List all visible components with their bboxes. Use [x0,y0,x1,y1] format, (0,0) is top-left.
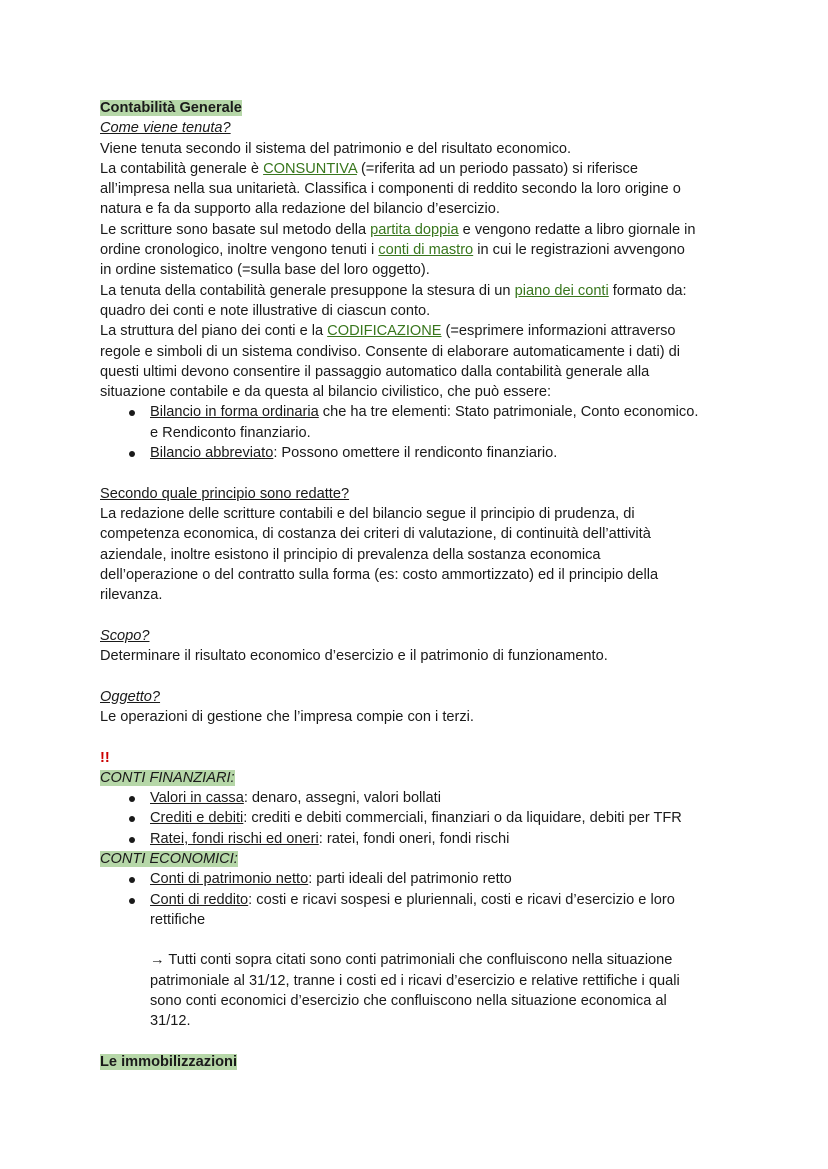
paragraph-line: rilevanza. [100,587,163,604]
text: (=esprimere informazioni attraverso [441,323,676,340]
link-consuntiva[interactable]: CONSUNTIVA [263,160,357,177]
paragraph-line: quadro dei conti e note illustrative di ciascun conto. [100,302,431,319]
paragraph-line: dell’operazione o del contratto sulla forma (es: costo ammortizzato) ed il principio della [100,566,659,583]
question-scopo: Scopo? [100,627,150,644]
text: : ratei, fondi oneri, fondi rischi [318,830,510,847]
paragraph-line: natura e fa da supporto alla redazione del bilancio d’esercizio. [100,201,500,218]
list-item-continuation: rettifiche [150,911,206,928]
paragraph-line: Determinare il risultato economico d’esercizio e il patrimonio di funzionamento. [100,648,608,665]
note-line: 31/12. [150,1013,191,1030]
question-come-viene-tenuta: Come viene tenuta? [100,120,231,137]
list-item [100,829,740,849]
list-term: Conti di patrimonio netto [150,871,309,888]
link-codificazione[interactable]: CODIFICAZIONE [327,323,442,340]
alert-marker: !! [100,749,110,766]
paragraph-line: competenza economica, di costanza dei criteri di valutazione, di continuità dell’attività [100,526,651,543]
paragraph-line: aziendale, inoltre esistono il principio di prevalenza della sostanza economica [100,546,601,563]
list-term: Bilancio in forma ordinaria [150,404,319,421]
paragraph-line: La redazione delle scritture contabili e del bilancio segue il principio di prudenza, di [100,505,635,522]
note-line: → Tutti conti sopra citati sono conti patrimoniali che confluiscono nella situazione [150,952,673,969]
question-principio: Secondo quale principio sono redatte? [100,485,350,502]
link-conti-di-mastro[interactable]: conti di mastro [378,242,474,259]
note-line: sono conti economici d’esercizio che confluiscono nella situazione economica al [150,993,667,1010]
paragraph-line: Le operazioni di gestione che l’impresa compie con i terzi. [100,708,474,725]
list-item [100,402,740,422]
note-line: patrimoniale al 31/12, tranne i costi ed i ricavi d’esercizio e relative rettifiche i quali [150,972,680,989]
text: La struttura del piano dei conti e la [100,323,328,340]
list-term: Conti di reddito [150,891,249,908]
heading-conti-finanziari: CONTI FINANZIARI: [100,769,235,786]
heading-conti-economici: CONTI ECONOMICI: [100,850,238,867]
text: : costi e ricavi sospesi e pluriennali, costi e ricavi d’esercizio e loro [248,891,675,908]
paragraph-line: questi ultimi devono consentire il passaggio automatico dalla contabilità generale alla [100,363,650,380]
link-piano-dei-conti[interactable]: piano dei conti [514,282,609,299]
document-page [100,98,740,1072]
heading-immobilizzazioni: Le immobilizzazioni [100,1053,238,1070]
text: : parti ideali del patrimonio retto [308,871,512,888]
list-item-continuation: e Rendiconto finanziario. [150,424,311,441]
paragraph-line: in ordine sistematico (=sulla base del loro oggetto). [100,262,430,279]
list-term: Crediti e debiti [150,810,244,827]
paragraph-line: Viene tenuta secondo il sistema del patrimonio e del risultato economico. [100,140,572,157]
list-item [100,869,740,889]
text: ordine cronologico, inoltre vengono tenuti i [100,242,379,259]
text: (=riferita ad un periodo passato) si riferisce [356,160,638,177]
list-term: Valori in cassa [150,790,244,807]
list-item [100,890,740,910]
list-term: Ratei, fondi rischi ed oneri [150,830,319,847]
text: La contabilità generale è [100,160,264,177]
text: La tenuta della contabilità generale presuppone la stesura di un [100,282,515,299]
paragraph-line: regole e simboli di un sistema condiviso. Consente di elaborare automaticamente i dati) di [100,343,681,360]
list-term: Bilancio abbreviato [150,445,274,462]
text: Le scritture sono basate sul metodo della [100,221,371,238]
list-item [100,808,740,828]
link-partita-doppia[interactable]: partita doppia [370,221,459,238]
text: e vengono redatte a libro giornale in [458,221,696,238]
paragraph-line: situazione contabile e da questa al bilancio civilistico, che può essere: [100,384,552,401]
list-item [100,443,740,463]
text: in cui le registrazioni avvengono [473,242,685,259]
text: che ha tre elementi: Stato patrimoniale, Conto economico. [318,404,699,421]
paragraph-line: all’impresa nella sua unitarietà. Classifica i componenti di reddito secondo la loro origine o [100,181,681,198]
question-oggetto: Oggetto? [100,688,161,705]
list-item [100,788,740,808]
text: : Possono omettere il rendiconto finanziario. [273,445,558,462]
heading-contabilita-generale: Contabilità Generale [100,100,242,116]
text: formato da: [608,282,687,299]
text: : crediti e debiti commerciali, finanziari o da liquidare, debiti per TFR [243,810,682,827]
text: : denaro, assegni, valori bollati [243,790,441,807]
